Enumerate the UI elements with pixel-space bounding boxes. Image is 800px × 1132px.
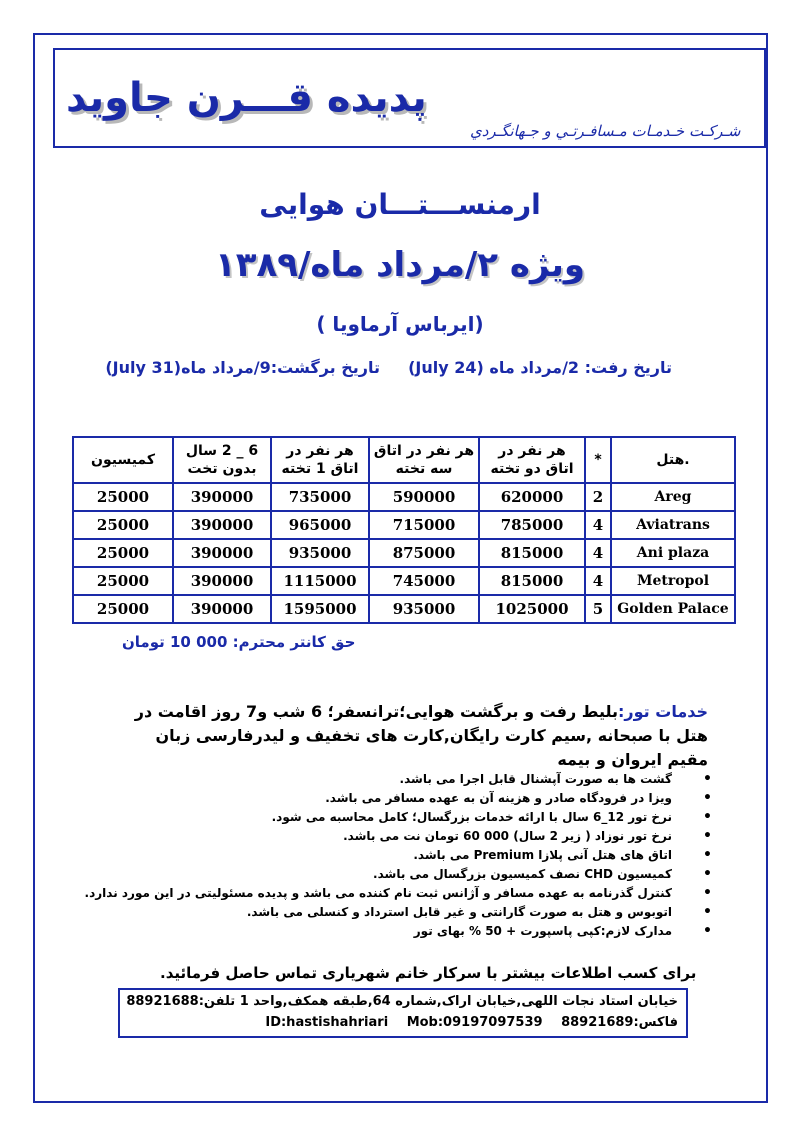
- list-item: • ویزا در فرودگاه صادر و هزینه آن به عهده مسافر می باشد.: [100, 789, 720, 808]
- commission: 25000: [73, 511, 173, 539]
- header-double-room: هر نفر در اتاق دو تخته: [479, 437, 585, 483]
- departure-date: تاریخ رفت: 2/مرداد ماه (24 July): [408, 358, 672, 377]
- header-triple-room: هر نفر در اتاق سه تخته: [369, 437, 479, 483]
- address-phone: خیابان استاد نجات اللهی,خیابان اراک,شماره 64,طبقه همکف,واحد 1 تلفن:88921688: [126, 994, 678, 1009]
- table-row: [73, 483, 735, 511]
- tour-title: ارمنســـتـــان هوایی: [259, 188, 541, 221]
- commission: 25000: [73, 483, 173, 511]
- star-rating: 2: [585, 483, 611, 511]
- return-date: تاریخ برگشت:9/مرداد ماه(31 July): [105, 358, 380, 377]
- table-row: [73, 595, 735, 623]
- company-subtitle: شـرکـت خـدمـات مـسافـرتـي و جـهانگـردي: [470, 122, 741, 140]
- list-item: • کنترل گذرنامه به عهده مسافر و آژانس ثبت نام کننده می باشد و پدیده مسئولیتی در این مورد ندارد.: [100, 884, 720, 903]
- list-item: • نرخ تور نوزاد ( زیر 2 سال) 000 60 تومان نت می باشد.: [100, 827, 720, 846]
- price-triple: 745000: [369, 567, 479, 595]
- price-single: 1115000: [271, 567, 369, 595]
- price-triple: 875000: [369, 539, 479, 567]
- price-triple: 935000: [369, 595, 479, 623]
- company-name: پدیده قـــرن جاوید: [66, 75, 427, 121]
- table-row: [73, 539, 735, 567]
- hotel-name: Aviatrans: [611, 511, 735, 539]
- price-single: 1595000: [271, 595, 369, 623]
- price-double: 815000: [479, 539, 585, 567]
- table-header-row: [73, 437, 735, 483]
- hotel-name: Areg: [611, 483, 735, 511]
- list-item: • نرخ تور 12_6 سال با ارائه خدمات بزرگسال؛ کامل محاسبه می شود.: [100, 808, 720, 827]
- contact-details: [251, 1015, 678, 1030]
- price-double: 620000: [479, 483, 585, 511]
- price-single: 965000: [271, 511, 369, 539]
- counter-fee: حق کانتر محترم: 000 10 تومان: [122, 633, 356, 651]
- commission: 25000: [73, 595, 173, 623]
- price-child: 390000: [173, 539, 271, 567]
- list-item: • گشت ها به صورت آپشنال قابل اجرا می باشد.: [100, 770, 720, 789]
- price-triple: 715000: [369, 511, 479, 539]
- price-single: 935000: [271, 539, 369, 567]
- commission: 25000: [73, 539, 173, 567]
- price-child: 390000: [173, 483, 271, 511]
- table-row: [73, 567, 735, 595]
- star-rating: 4: [585, 567, 611, 595]
- price-child: 390000: [173, 567, 271, 595]
- price-table: [72, 436, 736, 624]
- contact-box: [118, 988, 688, 1038]
- tour-date-line: ویژه ۲/مرداد ماه/۱۳۸۹: [214, 245, 586, 285]
- price-child: 390000: [173, 511, 271, 539]
- star-rating: 5: [585, 595, 611, 623]
- header-child-no-bed: 6 _ 2 سال بدون تخت: [173, 437, 271, 483]
- notes-list: [84, 770, 720, 941]
- header-single-room: هر نفر در اتاق 1 تخته: [271, 437, 369, 483]
- airline-name: (ایرباس آرماویا ): [316, 312, 484, 336]
- services-label: خدمات تور:: [618, 702, 708, 721]
- list-item: • اتاق های هتل آنی پلازا Premium می باشد.: [100, 846, 720, 865]
- header-hotel: .هتل: [611, 437, 735, 483]
- list-item: • مدارک لازم:کپی پاسپورت + 50 % بهای تور: [100, 922, 720, 941]
- header-commission: کمیسیون: [73, 437, 173, 483]
- header-stars: *: [585, 437, 611, 483]
- table-row: [73, 511, 735, 539]
- hotel-name: Golden Palace: [611, 595, 735, 623]
- star-rating: 4: [585, 539, 611, 567]
- hotel-name: Ani plaza: [611, 539, 735, 567]
- price-double: 785000: [479, 511, 585, 539]
- list-item: • اتوبوس و هتل به صورت گارانتی و غیر قابل استرداد و کنسلی می باشد.: [100, 903, 720, 922]
- hotel-name: Metropol: [611, 567, 735, 595]
- tour-services: [118, 700, 708, 772]
- price-double: 1025000: [479, 595, 585, 623]
- contact-intro: برای کسب اطلاعات بیشتر با سرکار خانم شهریاری تماس حاصل فرمائید.: [160, 964, 697, 982]
- contact-id: ID:hastishahriari: [265, 1015, 389, 1030]
- services-text: بلیط رفت و برگشت هوایی؛ترانسفر؛ 6 شب و7 روز اقامت در هتل با صبحانه ,سیم کارت رایگان,کارت های تخفیف و لیدرفارسی زبان مقیم ایروان و بیمه: [134, 702, 708, 769]
- star-rating: 4: [585, 511, 611, 539]
- mobile-number: Mob:09197097539: [406, 1015, 543, 1030]
- price-child: 390000: [173, 595, 271, 623]
- commission: 25000: [73, 567, 173, 595]
- fax-number: فاکس:88921689: [561, 1015, 678, 1030]
- price-triple: 590000: [369, 483, 479, 511]
- price-single: 735000: [271, 483, 369, 511]
- price-double: 815000: [479, 567, 585, 595]
- list-item: • کمیسیون CHD نصف کمیسیون بزرگسال می باشد.: [100, 865, 720, 884]
